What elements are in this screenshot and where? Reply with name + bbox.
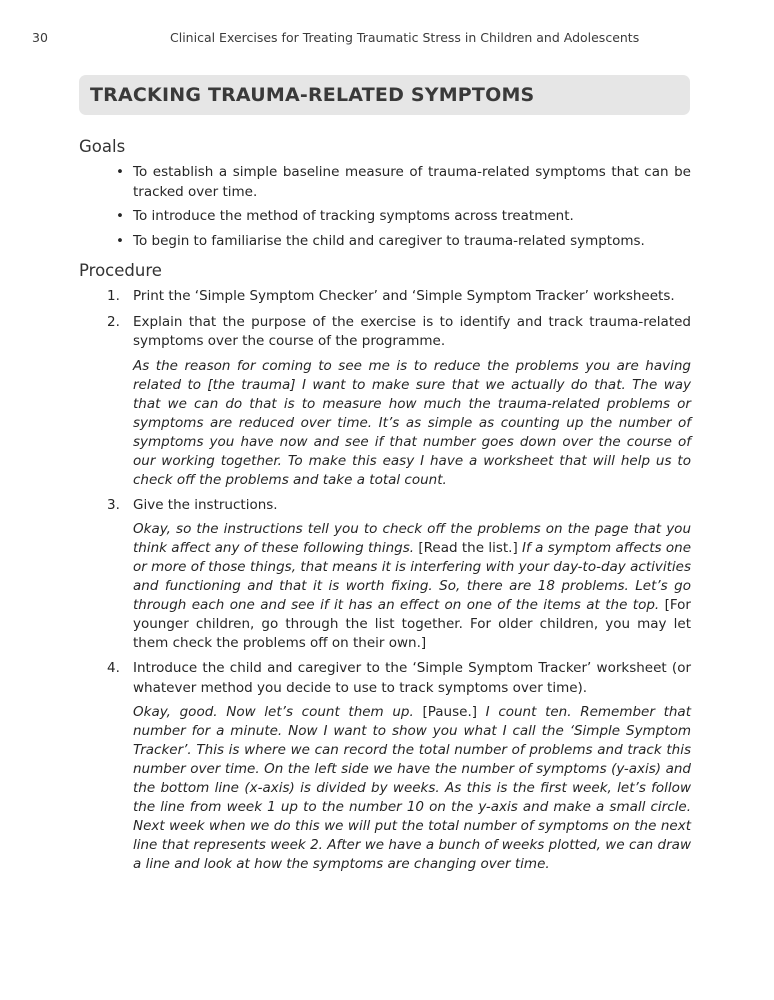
therapist-script [133,520,691,653]
goal-text: To introduce the method of tracking symptoms across treatment. [133,208,574,224]
procedure-step-4 [107,659,691,874]
section-title-banner [79,75,690,115]
running-head [32,30,742,48]
goal-item [116,207,691,227]
procedure-heading: Procedure [79,261,162,280]
therapist-script [133,703,691,874]
goal-item [116,232,691,252]
bullet-icon: • [116,232,124,249]
goal-text: To begin to familiarise the child and caregiver to trauma-related symptoms. [133,232,645,249]
procedure-step-1 [107,287,691,307]
step-number: 4. [107,660,120,676]
step-number: 3. [107,496,120,513]
stage-direction: [Read the list.] [418,540,518,556]
section-title: TRACKING TRAUMA-RELATED SYMPTOMS [90,84,535,106]
procedure-steps [79,287,691,874]
step-number: 2. [107,313,120,330]
bullet-icon: • [116,164,124,180]
goal-text: To establish a simple baseline measure of trauma-related symptoms that can be tracked over time. [133,164,691,200]
page-content [79,136,691,880]
goal-item [116,163,691,202]
script-segment: If a symptom affects one or more of those things, that means it is interfering with your day-to-day activities and functioning and that it is worth fixing. So, there are 18 problems. Let’s go through each one and see if it has an effect on one of the items at the top. [133,540,691,613]
procedure-step-2 [107,313,691,490]
goals-list [79,163,691,251]
script-segment: I count ten. Remember that number for a minute. Now I want to show you what I call the ‘Simple Symptom Tracker’. This is where we can record the total number of problems and track this number over time. On the left side we have the number of symptoms (y-axis) and the bottom line (x-axis) is divided by weeks. As this is the first week, let’s follow the line from week 1 up to the number 10 on the y-axis and make a small circle. Next week when we do this we will put the total number of symptoms on the next line that represents week 2. After we have a bunch of weeks plotted, we can draw a line and look at how the symptoms are changing over time. [133,704,691,872]
step-text: Give the instructions. [133,496,278,513]
script-segment: Okay, so the instructions tell you to check off the problems on the page that you think affect any of these following things. [133,521,691,556]
step-text: Explain that the purpose of the exercise is to identify and track trauma-related symptoms over the course of the programme. [133,313,691,349]
step-text: Print the ‘Simple Symptom Checker’ and ‘Simple Symptom Tracker’ worksheets. [133,288,675,304]
script-segment: Okay, good. Now let’s count them up. [133,704,423,720]
page-number: 30 [32,30,48,45]
therapist-script [133,357,691,490]
script-segment: As the reason for coming to see me is to reduce the problems you are having related to [the trauma] I want to make sure that we actually do that. The way that we can do that is to measure how much the trauma-related problems or symptoms are reduced over time. It’s as simple as counting up the number of symptoms you have now and see if that number goes down over the course of our working together. To make this easy I have a worksheet that will help us to check off the problems and take a total count. [133,357,691,488]
stage-direction: [Pause.] [422,704,477,720]
bullet-icon: • [116,208,124,224]
stage-direction: [For younger children, go through the list together. For older children, you may let them check the problems off on their own.] [133,597,691,651]
procedure-step-3 [107,496,691,654]
goals-heading: Goals [79,137,126,156]
step-number: 1. [107,288,120,304]
book-title: Clinical Exercises for Treating Traumatic Stress in Children and Adolescents [170,30,640,45]
step-text: Introduce the child and caregiver to the ‘Simple Symptom Tracker’ worksheet (or whatever method you decide to use to track symptoms over time). [133,660,691,696]
